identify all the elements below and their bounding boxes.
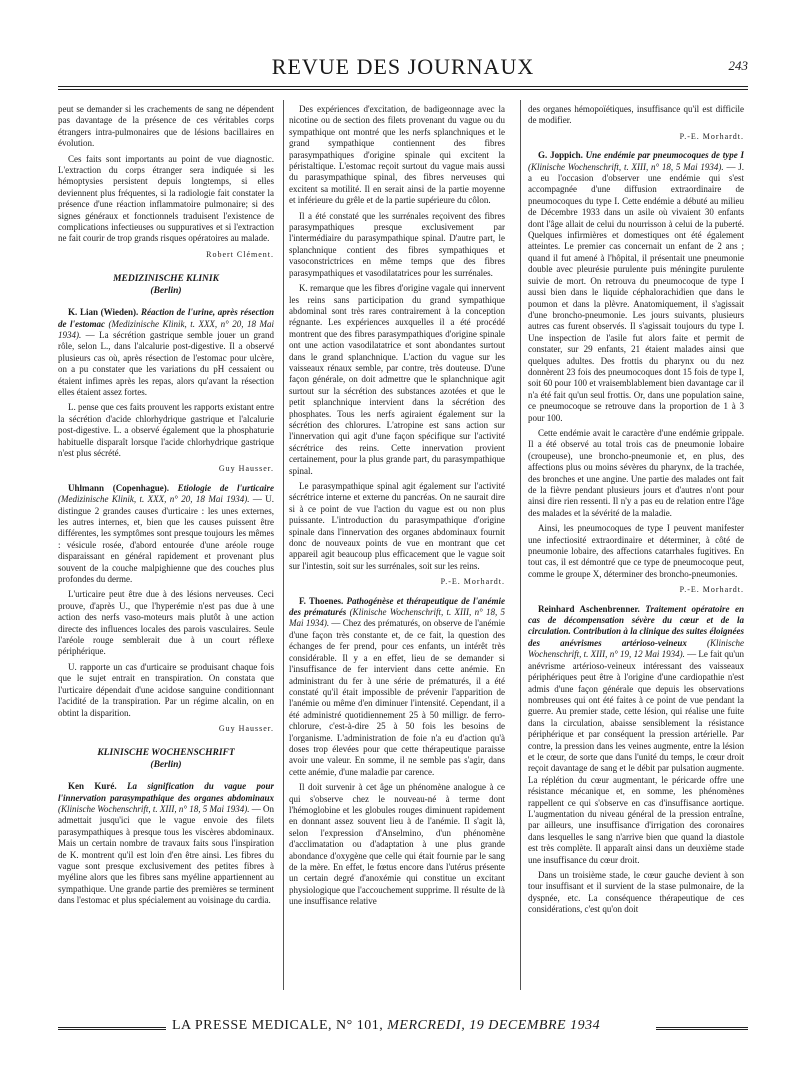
author-signature: Guy Hausser. xyxy=(218,464,274,474)
journal-city: (Berlin) xyxy=(150,285,182,296)
paragraph: Dans un troisième stade, le cœur gauche devient à son tour insuffisant et il survient de la stase pulmonaire, de la dyspnée, etc. La conséquence thérapeutique de ces considérations, c'est qu'on doit xyxy=(528,870,744,915)
page-footer xyxy=(58,1018,748,1038)
abstract-title: Etiologie de l'urticaire xyxy=(177,482,274,493)
abstract-author: Ken Kuré. xyxy=(68,781,117,792)
abstract-title: Réaction de l'urine, après résection de l'estomac xyxy=(58,307,274,329)
paragraph: L'urticaire peut être due à des lésions nerveuses. Ceci prouve, d'après U., que l'hyperémie n'est pas due à une action des nerfs vaso-moteurs mais plutôt à une action directe des influences locales des parois vasculaires. Seule l'aréole rouge semblerait due à un court réflexe périphérique. xyxy=(58,589,274,657)
paragraph: Il doit survenir à cet âge un phénomène analogue à ce qui s'observe chez le nouveau-né à terme dont l'hémoglobine et les globules rouges diminuent rapidement en donnant assez souvent lieu à de l'anémie. Il s'agit là, selon l'expression d'Anselmino, d'un phénomène d'acclimatation ou d'adaptation à une plus grande abondance d'oxygène que celle qui était fournie par le sang de la mère. En effet, le fœtus encore dans l'utérus présente un certain degré d'anoxémie qui constitue un excitant physiologique que l'accouchement supprime. Il résulte de là une insuffisance relative xyxy=(289,782,505,907)
footer-date: MERCREDI, 19 DECEMBRE 1934 xyxy=(387,1018,601,1033)
paragraph: peut se demander si les crachements de sang ne dépendent pas davantage de la présence de ces véritables corps étrangers intra-pulmonaires que de lésions bacillaires en évolution. xyxy=(58,104,274,149)
abstract-body: — Chez des prématurés, on observe de l'anémie d'une façon très constante et, de ce fait, la question des échanges de fer prend, pour ces enfants, un intérêt très considérable. Il y a en effet, lieu de se demander si l'insuffisance de fer intervient dans cette anémie. En administrant du fer à une série de prématurés, il a été constaté qu'il était impossible de prévenir l'apparition de l'anémie ou même d'en diminuer l'intensité. Cependant, il a été administré quotidiennement 25 à 50 milligr. de ferro-chlorure, c'est-à-dire 25 à 50 fois les besoins de l'organisme. L'administration de foie n'a eu d'action qu'à doses trop élevées pour que cette thérapeutique paraisse avoir une valeur. En somme, il ne semble pas s'agir, dans cette anémie, d'une maladie par carence. xyxy=(289,618,505,777)
abstract-body: — La sécrétion gastrique semble jouer un grand rôle, selon L., dans l'alcalurie post-digestive. Il a observé plusieurs cas où, après résection de l'estomac pour ulcère, on a pu constater que les variations du pH cessaient ou étaient infimes après les repas, alors qu'avant la résection elles étaient assez fortes. xyxy=(58,329,274,397)
column-left xyxy=(58,104,274,986)
abstract-body: — J. a eu l'occasion d'observer une endémie qui s'est accompagnée d'une diffusion extraordinaire de pneumocoques du type I. Cette endémie a débuté au milieu de Décembre 1933 dans un asile où vivaient 30 enfants dont l'âge allait de celui du nourrisson à celui de la puberté. Quelques infirmières et domestiques ont été également atteintes. Le premier cas concernait un enfant de 2 ans ; quand il fut amené à l'hôpital, il présentait une pneumonie double avec pleurésie purulente puis méningite purulente suivie de mort. On retrouva du pneumocoque de type I aussi bien dans le liquide céphalorachidien que dans le poumon et dans la plèvre. Anatomiquement, il s'agissait d'une broncho-pneumonie. Les jours suivants, plusieurs autres cas furent observés. Il s'agissait toujours du type I. Une inspection de l'asile fut alors faite et permit de constater, sur 29 enfants, 21 étaient malades ainsi que quelques adultes. Des frottis du pharynx ou du nez donnèrent 23 fois des pneumocoques dont 15 fois de type I, soit 60 pour 100 et vraisemblablement bien davantage car il n'a été fait qu'un seul frottis. Or, dans une population saine, ce pneumocoque se retrouve dans la proportion de 1 à 3 pour 100. xyxy=(528,161,744,423)
abstract-source: (Medizinische Klinik, t. XXX, n° 20, 18 Mai 1934). xyxy=(58,494,250,505)
column-divider-2 xyxy=(520,100,521,990)
abstract-source: (Klinische Wochenschrift, t. XIII, n° 18, 5 Mai 1934). xyxy=(58,803,250,814)
abstract-title: Traitement opératoire en cas de décompensation sévère du cœur et de la circulation. Contribution à la clinique des suites éloignées des anévrismes artérioso-veineux xyxy=(528,603,744,648)
column-middle xyxy=(289,104,505,986)
footer-journal: LA PRESSE MEDICALE, N° 101, xyxy=(172,1018,384,1033)
abstract-joppich xyxy=(528,150,744,424)
author-signature: Guy Hausser. xyxy=(218,723,274,733)
journal-heading: KLINISCHE WOCHENSCHRIFT xyxy=(97,748,235,759)
abstract-body: — Le fait qu'un anévrisme artérioso-veineux intéressant des vaisseaux périphériques peut être à l'origine d'une cardiopathie n'est admis d'une façon générale que depuis les observations nombreuses qui ont été faites à ce point de vue pendant la guerre. Au premier stade, cette lésion, qui réalise une fuite dans la circulation, abaisse sensiblement la résistance périphérique et par conséquent la pression artérielle. Par contre, la pression dans les veines augmente, entre la lésion et le cœur, de sorte que dans l'unité du temps, le cœur droit reçoit davantage de sang et le débit par pulsation augmente. La réplétion du cœur augmentant, le péricarde offre une résistance mécanique et, en somme, les phénomènes rappellent ce qui s'observe en cas d'insuffisance aortique. L'augmentation du niveau général de la pression entraîne, par ailleurs, une insuffisance d'irrigation des coronaires dans lesquelles le sang n'arrive bien que quand la diastole est très complète. Il apparaît ainsi dans un deuxième stade une insuffisance du cœur droit. xyxy=(528,649,744,865)
abstract-aschenbrenner xyxy=(528,604,744,866)
footer-text xyxy=(172,1018,600,1034)
abstract-source: (Klinische Wochenschrift, t. XIII, n° 18, 5 Mai 1934). xyxy=(289,607,505,629)
abstract-body: — U. distingue 2 grandes causes d'urticaire : les unes externes, les autres internes, et, bien que les causes puissent être différentes, les symptômes sont presque toujours les mêmes : vésicule rosée, d'abord entourée d'une aréole rouge disparaissant en général rapidement et provenant plus souvent de la couche malpighienne que des couches plus profondes du derme. xyxy=(58,494,274,585)
abstract-source: (Klinische Wochenschrift, t. XIII, n° 18, 5 Mai 1934). xyxy=(528,161,724,172)
abstract-author: F. Thoenes. xyxy=(299,595,344,606)
journal-heading: MEDIZINISCHE KLINIK xyxy=(113,274,219,285)
abstract-title: La signification du vague pour l'innervation parasympathique des organes abdominaux xyxy=(58,781,274,803)
footer-rule-right xyxy=(656,1027,748,1030)
paragraph: Ainsi, les pneumocoques de type I peuvent manifester une infectiosité extraordinaire et déterminer, à côté de pneumonie lobaire, des affections catarrhales fugitives. En tout cas, il est démontré que ce type de pneumocoque peut, comme le groupe X, déterminer des broncho-pneumonies. xyxy=(528,523,744,579)
page-header xyxy=(58,54,748,84)
paragraph: des organes hémopoïétiques, insuffisance qu'il est difficile de modifier. xyxy=(528,104,744,126)
paragraph: L. pense que ces faits prouvent les rapports existant entre la sécrétion d'acide chlorhydrique gastrique et l'alcalurie post-digestive. L. a observé également que la phosphaturie habituelle disparaît lorsque l'acide chlorhydrique gastrique n'est plus sécrété. xyxy=(58,402,274,458)
author-signature: P.-E. Morhardt. xyxy=(679,585,744,595)
paragraph: K. remarque que les fibres d'origine vagale qui innervent les reins sans participation du grand sympathique abdominal sont très rares contrairement à la conception régnante. Les expériences auxquelles il a été procédé montrent que des fibres parasympathiques d'origine spinale ont une action vasodilatatrice et sont abondantes surtout dans le grand splanchnique. L'action du vague sur les vaisseaux rénaux semble, par contre, très douteuse. D'une façon générale, on doit admettre que le splanchnique agit surtout sur la sécrétion des substances azotées et que le petit splanchnique intervient dans la sécrétion des phosphates. Tous les nerfs agiraient également sur la sécrétion des chlorures. L'atropine est sans action sur l'innervation qui agit d'une façon spécifique sur l'activité sécrétrice des reins. Cette innervation provient certainement, pour la plus grande part, du parasympathique spinal. xyxy=(289,283,505,476)
abstract-title: Pathogénèse et thérapeutique de l'anémie des prématurés xyxy=(289,595,505,618)
abstract-title: Une endémie par pneumocoques de type I xyxy=(585,150,744,161)
page-number: 243 xyxy=(728,58,748,73)
abstract-uhlmann xyxy=(58,483,274,586)
abstract-thoenes xyxy=(289,596,505,779)
journal-section-title: REVUE DES JOURNAUX xyxy=(271,54,535,79)
paragraph: Des expériences d'excitation, de badigeonnage avec la nicotine ou de section des filets provenant du vague ou du sympathique ont montré que les nerfs splanchniques et le grand sympathique contiennent des fibres parasympathiques d'origine spinale qui excitent la péristaltique. L'estomac reçoit surtout du vague mais aussi du parasympathique spinal, des fibres nerveuses qui excitent sa motilité. Il en serait ainsi de la partie moyenne et inférieure du grêle et de la partie supérieure du côlon. xyxy=(289,104,505,206)
author-signature: Robert Clément. xyxy=(206,249,274,259)
abstract-author: G. Joppich. xyxy=(538,150,583,161)
footer-rule-left xyxy=(58,1027,166,1030)
abstract-author: Uhlmann (Copenhague). xyxy=(68,482,169,493)
journal-city: (Berlin) xyxy=(150,759,182,770)
abstract-source: (Medizinische Klinik, t. XXX, n° 20, 18 Mai 1934). xyxy=(58,318,274,340)
column-right xyxy=(528,104,744,986)
paragraph: U. rapporte un cas d'urticaire se produisant chaque fois que le sujet entrait en transpiration. On constata que l'urticaire dépendait d'une acidose sanguine conditionnant l'acidité de la transpiration. Par un régime alcalin, on en obtint la disparition. xyxy=(58,661,274,718)
header-rule-top xyxy=(58,86,748,87)
abstract-body: — On admettait jusqu'ici que le vague envoie des filets parasympathiques à presque tous les viscères abdominaux. Mais un certain nombre de travaux faits sous l'inspiration de K. montrent qu'il est loin d'en être ainsi. Les fibres du vague sont presque exclusivement des petites fibres à myéline alors que les fibres sans myéline appartiennent au sympathique. Une grande partie des premières se terminent dans l'estomac et plus spécialement au voisinage du cardia. xyxy=(58,803,274,906)
column-divider-1 xyxy=(283,100,284,990)
abstract-author: K. Lian (Wieden). xyxy=(68,307,139,318)
abstract-kure xyxy=(58,781,274,906)
paragraph: Le parasympathique spinal agit également sur l'activité sécrétrice interne et externe du pancréas. On ne saurait dire si à ce point de vue l'action du vague est ou non plus puissante. L'introduction du parasympathique d'origine spinale dans l'innervation des organes abdominaux fournit donc de nouveaux points de vue en montrant que cet appareil agit beaucoup plus efficacement que le vague soit sur l'intestin, soit sur les surrénales, soit sur les reins. xyxy=(289,481,505,571)
author-signature: P.-E. Morhardt. xyxy=(679,131,744,141)
paragraph: Il a été constaté que les surrénales reçoivent des fibres parasympathiques presque exclusivement par l'intermédiaire du parasympathique spinal. D'autre part, le splanchnique contient des fibres sympathiques et vasoconstrictrices en même temps que des fibres parasympathiques et vasodilatatrices pour les surrénales. xyxy=(289,210,505,278)
paragraph: Cette endémie avait le caractère d'une endémie grippale. Il a été observé au total trois cas de pneumonie lobaire (croupeuse), une broncho-pneumonie et, en plus, des affections plus ou moins sévères du pharynx, de la trachée, des bronches et une angine. Une partie des malades ont fait de la fièvre pendant plusieurs jours et d'autres n'ont pour ainsi dire rien ressenti. Il n'y a pas eu de relation entre l'âge des malades et la sévérité de la maladie. xyxy=(528,427,744,518)
paragraph: Ces faits sont importants au point de vue diagnostic. L'extraction du corps étranger sera indiquée si les hémoptysies persistent depuis longtemps, si elles deviennent plus fréquentes, si la radiologie fait constater la présence d'une réaction inflammatoire pulmonaire; si des signes généraux et fonctionnels traduisent l'existence de complications infectieuses ou suppuratives et si l'extraction ne fait courir de trop grands risques opératoires au malade. xyxy=(58,153,274,244)
abstract-lian xyxy=(58,307,274,398)
author-signature: P.-E. Morhardt. xyxy=(440,577,505,587)
abstract-source: (Klinische Wochenschrift, t. XIII, n° 19, 12 Mai 1934). xyxy=(528,637,744,660)
abstract-author: Reinhard Aschenbrenner. xyxy=(538,603,640,614)
header-rule-bottom xyxy=(58,89,748,90)
